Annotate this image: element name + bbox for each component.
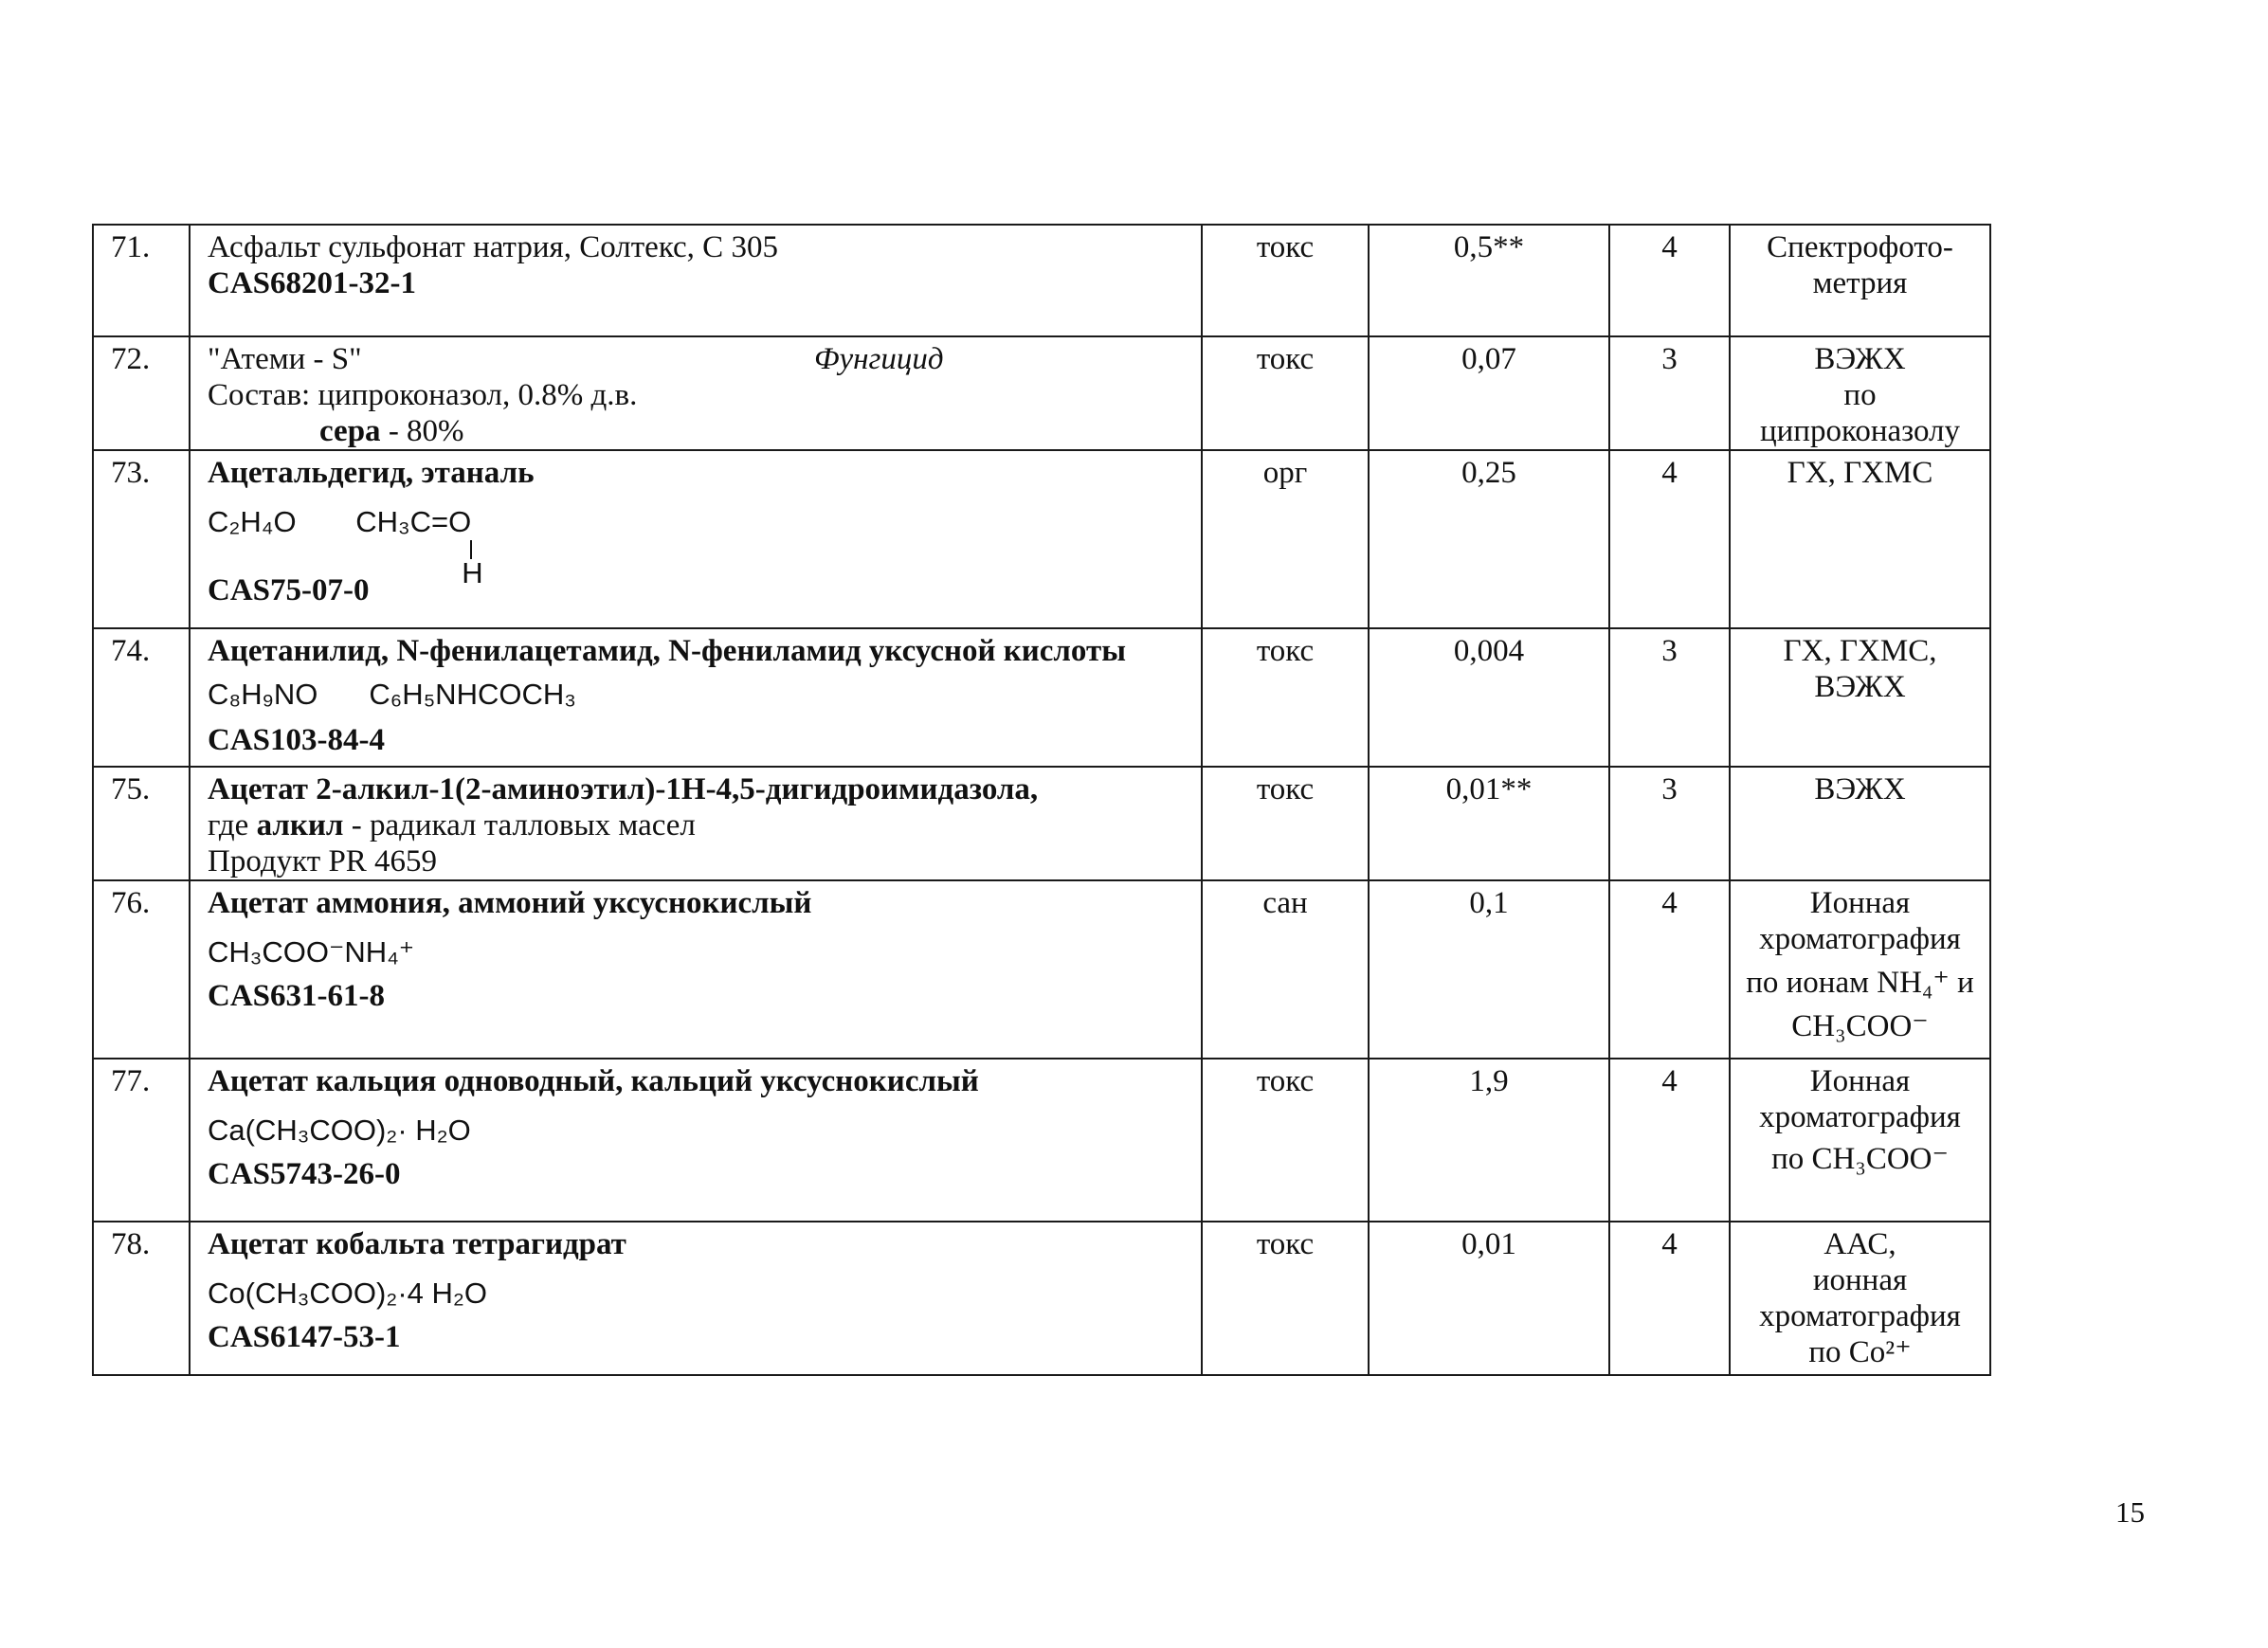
composition-sulfur: сера - 80% bbox=[319, 414, 464, 448]
substance-name-cell bbox=[190, 336, 1202, 450]
table-row bbox=[93, 1059, 1990, 1222]
hazard-type: токс bbox=[1202, 1059, 1369, 1222]
hazard-type: токс bbox=[1202, 225, 1369, 336]
analysis-method: ААС, ионная хроматография по Co²⁺ bbox=[1730, 1222, 1990, 1375]
substance-name: "Атеми - S" Фунгицид bbox=[208, 342, 944, 376]
table-row bbox=[93, 628, 1990, 767]
substance-name: Ацетанилид, N-фенилацетамид, N-фениламид уксусной кислоты bbox=[208, 634, 1126, 668]
chemical-formula: C₈H₉NO C₆H₅NHCOCH₃ bbox=[208, 678, 576, 711]
substances-table bbox=[92, 224, 1991, 1376]
cas-number: CAS5743-26-0 bbox=[208, 1157, 401, 1191]
chemical-formula: Co(CH₃COO)₂·4 H₂O bbox=[208, 1277, 488, 1310]
chemical-formula: C₂H₄O CH₃C=O H bbox=[208, 502, 1191, 569]
analysis-method: ГХ, ГХМС bbox=[1730, 450, 1990, 628]
limit-value: 0,01** bbox=[1369, 767, 1609, 880]
row-number: 75. bbox=[93, 767, 190, 880]
row-number: 74. bbox=[93, 628, 190, 767]
substance-name-cell bbox=[190, 225, 1202, 336]
substance-name-cell bbox=[190, 1059, 1202, 1222]
cas-number: CAS631-61-8 bbox=[208, 979, 385, 1013]
table-row bbox=[93, 767, 1990, 880]
chemical-formula: Ca(CH₃COO)₂· H₂O bbox=[208, 1114, 471, 1147]
substance-name: Ацетат кальция одноводный, кальций уксуснокислый bbox=[208, 1064, 979, 1098]
cas-number: CAS103-84-4 bbox=[208, 723, 385, 757]
hazard-class: 4 bbox=[1609, 450, 1730, 628]
composition: Состав: ципроконазол, 0.8% д.в. bbox=[208, 378, 638, 412]
table-row bbox=[93, 880, 1990, 1059]
substance-name-cell bbox=[190, 880, 1202, 1059]
limit-value: 0,07 bbox=[1369, 336, 1609, 450]
row-number: 73. bbox=[93, 450, 190, 628]
hazard-class: 3 bbox=[1609, 628, 1730, 767]
row-number: 78. bbox=[93, 1222, 190, 1375]
substance-name: Ацетат аммония, аммоний уксуснокислый bbox=[208, 886, 812, 920]
substance-name-cell bbox=[190, 1222, 1202, 1375]
limit-value: 0,25 bbox=[1369, 450, 1609, 628]
hazard-class: 4 bbox=[1609, 880, 1730, 1059]
hazard-type: токс bbox=[1202, 1222, 1369, 1375]
chemical-formula: CH₃COO⁻NH₄⁺ bbox=[208, 935, 415, 969]
substance-name: Ацетат 2-алкил-1(2-аминоэтил)-1H-4,5-дигидроимидазола, bbox=[208, 772, 1039, 806]
hazard-type: токс bbox=[1202, 336, 1369, 450]
hazard-type: орг bbox=[1202, 450, 1369, 628]
hazard-type: токс bbox=[1202, 767, 1369, 880]
limit-value: 0,5** bbox=[1369, 225, 1609, 336]
hazard-class: 3 bbox=[1609, 336, 1730, 450]
table-row bbox=[93, 1222, 1990, 1375]
page-number: 15 bbox=[2115, 1495, 2145, 1529]
substance-name: Ацетальдегид, этаналь bbox=[208, 456, 535, 490]
substance-name: Асфальт сульфонат натрия, Солтекс, С 305 bbox=[208, 230, 778, 264]
hazard-type: сан bbox=[1202, 880, 1369, 1059]
limit-value: 0,01 bbox=[1369, 1222, 1609, 1375]
limit-value: 0,1 bbox=[1369, 880, 1609, 1059]
hazard-type: токс bbox=[1202, 628, 1369, 767]
row-number: 77. bbox=[93, 1059, 190, 1222]
substance-name-cell bbox=[190, 450, 1202, 628]
analysis-method: ВЭЖХ по ципроконазолу bbox=[1730, 336, 1990, 450]
analysis-method: Ионная хроматография по ионам NH₄⁺ и CH₃COO⁻ bbox=[1730, 880, 1990, 1059]
analysis-method: ГХ, ГХМС, ВЭЖХ bbox=[1730, 628, 1990, 767]
limit-value: 1,9 bbox=[1369, 1059, 1609, 1222]
hazard-class: 4 bbox=[1609, 225, 1730, 336]
hazard-class: 3 bbox=[1609, 767, 1730, 880]
cas-number: CAS75-07-0 bbox=[208, 573, 370, 607]
hazard-class: 4 bbox=[1609, 1059, 1730, 1222]
table-row bbox=[93, 336, 1990, 450]
substance-description: где алкил - радикал талловых масел bbox=[208, 808, 696, 842]
row-number: 72. bbox=[93, 336, 190, 450]
row-number: 71. bbox=[93, 225, 190, 336]
substance-name-cell bbox=[190, 628, 1202, 767]
hazard-class: 4 bbox=[1609, 1222, 1730, 1375]
substance-name-cell bbox=[190, 767, 1202, 880]
table-row bbox=[93, 450, 1990, 628]
analysis-method: Спектрофото- метрия bbox=[1730, 225, 1990, 336]
cas-number: CAS68201-32-1 bbox=[208, 266, 416, 300]
analysis-method: ВЭЖХ bbox=[1730, 767, 1990, 880]
structural-formula: CH₃C=O H bbox=[355, 505, 483, 589]
cas-number: CAS6147-53-1 bbox=[208, 1320, 401, 1354]
product-name: Продукт PR 4659 bbox=[208, 844, 438, 878]
fungicide-note: Фунгицид bbox=[814, 342, 944, 376]
analysis-method: Ионная хроматография по CH₃COO⁻ bbox=[1730, 1059, 1990, 1222]
substance-name: Ацетат кобальта тетрагидрат bbox=[208, 1227, 626, 1261]
table-row bbox=[93, 225, 1990, 336]
limit-value: 0,004 bbox=[1369, 628, 1609, 767]
row-number: 76. bbox=[93, 880, 190, 1059]
